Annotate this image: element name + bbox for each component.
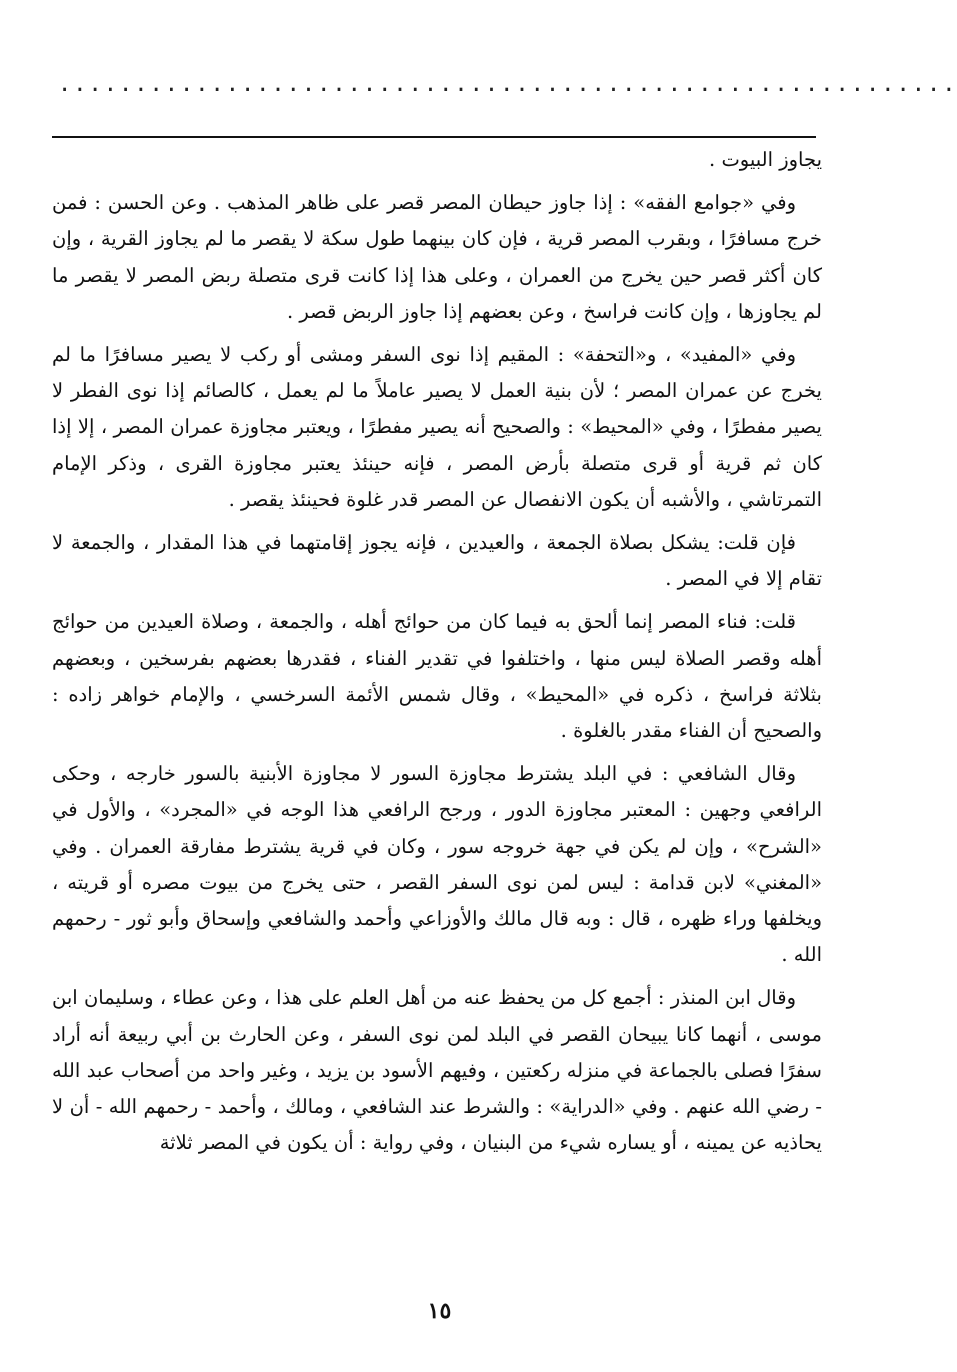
page-number: ١٥ xyxy=(427,1298,452,1324)
paragraph: قلت: فناء المصر إنما ألحق به فيما كان من حوائج أهله ، والجمعة ، وصلاة العيدين من حوائج أهله وقصر الصلاة ليس منها ، واختلفوا في تقدير الفناء ، فقدرها بعضهم بفرسخين ، وبعضهم بثلاثة فراسخ ، ذكره في «المحيط» ، وقال شمس الأئمة السرخسي ، والإمام خواهر زاده : والصحيح أن الفناء مقدر بالغلوة . xyxy=(52,610,823,743)
paragraph: فإن قلت: يشكل بصلاة الجمعة ، والعيدين ، فإنه يجوز إقامتهما في هذا المقدار ، والجمعة لا تقام إلا في المصر . xyxy=(52,531,822,591)
paragraph: وفي «المفيد» ، و«التحفة» : المقيم إذا نوى السفر ومشى أو ركب لا يصير مسافرًا ما لم يخرج عن عمران المصر ؛ لأن بنية العمل لا يصير عاملاً ما لم يعمل ، كالصائم إذا نوى الفطر لا يصير مفطرًا ، وفي «المحيط» : والصحيح أنه يصير مفطرًا ، ويعتبر مجاوزة عمران المصر ، إلا إذا كان ثم قرية أو قرى متصلة بأرض المصر ، فإنه حينئذ يعتبر مجاوزة القرى ، وذكر الإمام التمرتاشي ، والأشبه أن يكون الانفصال عن المصر قدر غلوة فحينئذ يقصر . xyxy=(52,343,822,511)
paragraph: وقال الشافعي : في البلد يشترط مجاوزة السور لا مجاوزة الأبنية بالسور خارجه ، وحكى الرافعي وجهين : المعتبر مجاوزة الدور ، ورجح الرافعي هذا الوجه في «المجرد» ، والأول في «الشرح» ، وإن لم يكن في جهة خروجه سور ، وكان في قرية يشترط مفارقة العمران . وفي «المغني» لابن قدامة : ليس لمن نوى السفر القصر ، حتى يخرج من بيوت مصره أو قريته ، ويخلفها وراء ظهره ، قال : وبه قال مالك والأوزاعي وأحمد والشافعي وإسحاق وأبو ثور - رحمهم الله . xyxy=(52,762,822,967)
dotted-separator: ........................................................... xyxy=(58,72,957,97)
paragraph: وفي «جوامع الفقه» : إذا جاوز حيطان المصر قصر على ظاهر المذهب . وعن الحسن : فمن خرج مسافرًا ، وبقرب المصر قرية ، فإن كان بينهما طول سكة لا يقصر ما لم يجاوز القرية ، وإن كان أكثر قصر حين يخرج من العمران ، وعلى هذا إذا كانت قرى متصلة ربض المصر لا يقصر ما لم يجاوزها ، وإن كانت فراسخ ، وعن بعضهم إذا جاوز الربض قصر . xyxy=(52,191,822,323)
paragraph: يجاوز البيوت . xyxy=(709,148,822,171)
main-text xyxy=(52,142,822,1168)
horizontal-rule xyxy=(52,136,816,138)
paragraph: وقال ابن المنذر : أجمع كل من يحفظ عنه من أهل العلم على هذا ، وعن عطاء ، وسليمان ابن موسى ، أنهما كانا يبيحان القصر في البلد لمن نوى السفر ، وعن الحارث بن أبي ربيعة أنه أراد سفرًا فصلى بالجماعة في منزله ركعتين ، وفيهم الأسود بن يزيد ، وغير واحد من أصحاب عبد الله - رضي الله عنهم . وفي «الدراية» : والشرط عند الشافعي ، ومالك ، وأحمد - رحمهم الله - أن لا يحاذيه عن يمينه ، أو يساره شيء من البنيان ، وفي رواية : أن يكون في المصر ثلاثة xyxy=(52,986,822,1155)
